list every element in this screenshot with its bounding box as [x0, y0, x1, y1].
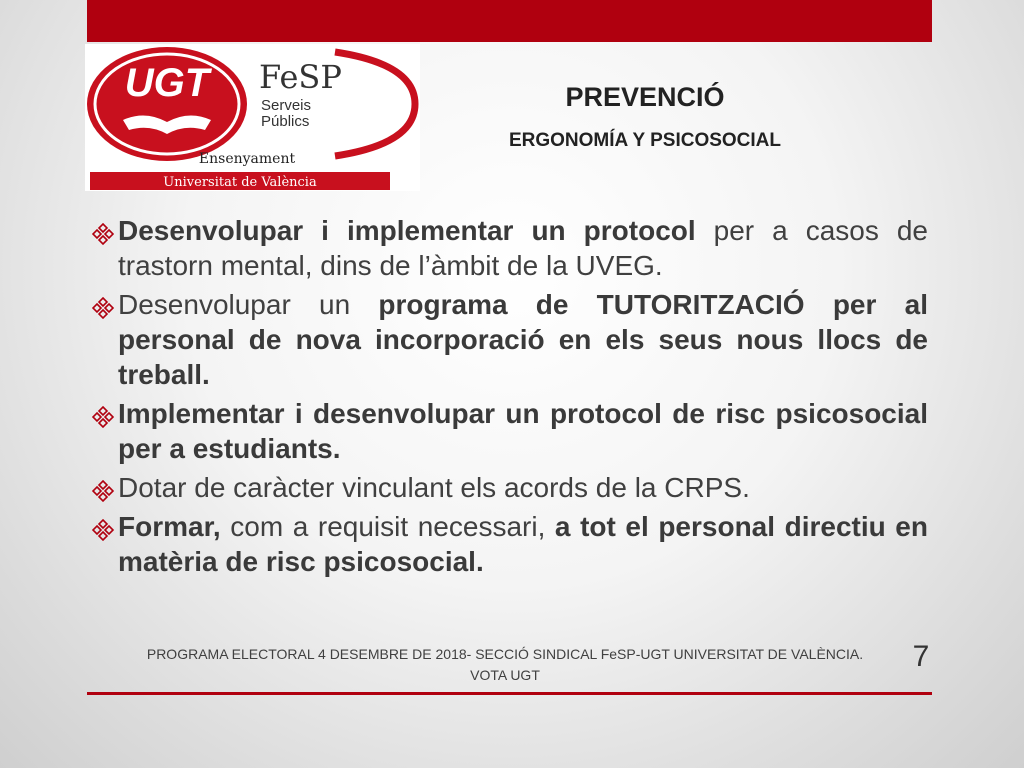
fesp-text: FeSP [259, 58, 342, 96]
bullet-text: Desenvolupar i implementar un protocol [118, 215, 696, 246]
bullet-text: per a casos de trastorn mental, dins de l’àmbit de la UVEG. [118, 215, 928, 281]
footer-line2: VOTA UGT [470, 667, 540, 683]
bullet-text: a tot el personal directiu en matèria de risc psicosocial. [118, 511, 928, 577]
top-red-bar [87, 0, 932, 42]
list-item [92, 287, 928, 392]
bullet-list [92, 213, 928, 583]
publics-text: Públics [261, 113, 310, 130]
serveis-text: Serveis [261, 97, 312, 114]
ugt-fesp-logo [85, 44, 420, 191]
list-item [92, 470, 928, 505]
diamond-bullet-icon [92, 519, 114, 541]
page-title: PREVENCIÓ [565, 82, 725, 112]
diamond-bullet-icon [92, 297, 114, 319]
list-item [92, 509, 928, 579]
diamond-bullet-icon [92, 406, 114, 428]
ensenyament-text: Ensenyament [198, 151, 296, 167]
footer-text [110, 644, 900, 686]
page-subtitle: ERGONOMÍA Y PSICOSOCIAL [508, 130, 782, 151]
bullet-text: programa de TUTORITZACIÓ per al personal de nova incorporació en els seus nous llocs de treball. [118, 289, 928, 390]
bullet-text: Dotar de caràcter vinculant els acords de la CRPS. [118, 472, 750, 503]
diamond-bullet-icon [92, 480, 114, 502]
universitat-text: Universitat de València [163, 175, 317, 190]
bullet-text: com a requisit necessari, [220, 511, 555, 542]
diamond-bullet-icon [92, 223, 114, 245]
bullet-text: Desenvolupar un [118, 289, 379, 320]
list-item [92, 213, 928, 283]
footer-line1: PROGRAMA ELECTORAL 4 DESEMBRE DE 2018- SECCIÓ SINDICAL FeSP-UGT UNIVERSITAT DE VALÈNCIA. [146, 646, 864, 662]
list-item [92, 396, 928, 466]
ugt-text: UGT [124, 61, 210, 105]
page-number: 7 [912, 640, 930, 673]
bullet-text: Implementar i desenvolupar un protocol de risc psicosocial per a estudiants. [118, 398, 928, 464]
footer-red-line [87, 692, 932, 695]
bullet-text: Formar, [118, 511, 221, 542]
